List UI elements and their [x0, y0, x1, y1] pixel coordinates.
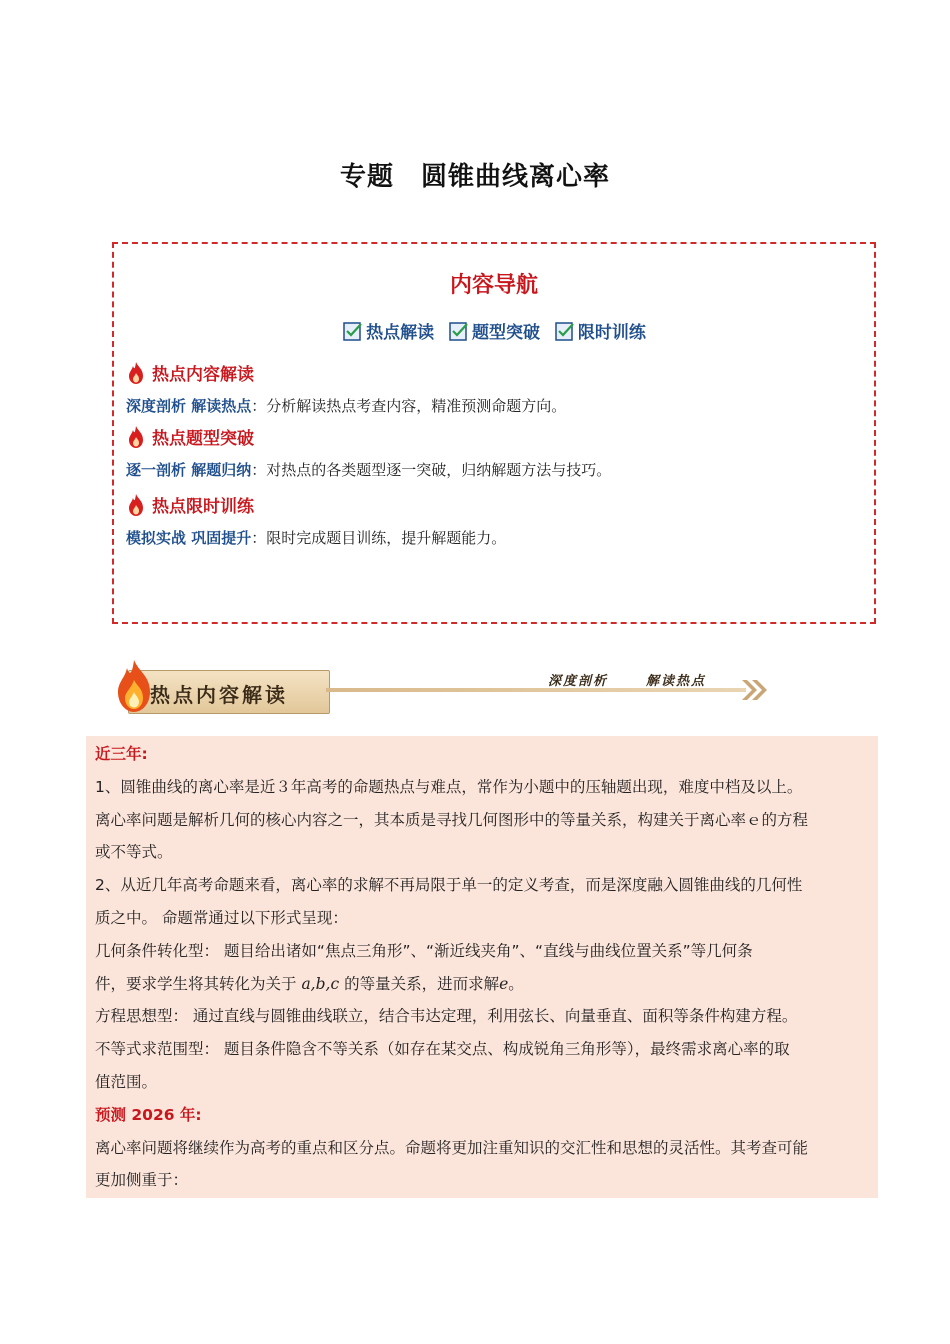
banner-subtitle-1: 深度剖析	[548, 674, 609, 689]
nav-link-types[interactable]	[448, 318, 540, 343]
section-label: 深度剖析 解读热点	[126, 397, 252, 415]
section-text: ：分析解读热点考查内容，精准预测命题方向。	[251, 397, 567, 415]
section-banner	[112, 652, 772, 718]
recent-years-heading: 近三年:	[95, 745, 148, 763]
nav-section-training	[126, 492, 506, 548]
flame-icon	[126, 361, 146, 385]
paragraph-line: 1、圆锥曲线的离心率是近３年高考的命题热点与难点，常作为小题中的压轴题出现，难度中档及以上。	[95, 777, 803, 796]
text-run: 的等量关系，进而求解	[339, 974, 500, 993]
paragraph-line: 不等式求范围型： 题目条件隐含不等关系（如存在某交点、构成锐角三角形等），最终需求离心率的取	[95, 1040, 790, 1059]
math-e: e	[499, 974, 509, 993]
section-label: 逐一剖析 解题归纳	[126, 461, 252, 479]
paragraph-line: 离心率问题将继续作为高考的重点和区分点。命题将更加注重知识的交汇性和思想的灵活性。其考查可能	[95, 1138, 809, 1157]
nav-link-label: 题型突破	[472, 323, 540, 343]
paragraph-line: 更加侧重于：	[95, 1171, 189, 1190]
text-run: 。	[508, 974, 524, 993]
section-text: ：限时完成题目训练，提升解题能力。	[251, 529, 507, 547]
section-heading: 热点限时训练	[152, 497, 254, 517]
checklist-icon	[448, 320, 470, 342]
paragraph-line: 2、从近几年高考命题来看，离心率的求解不再局限于单一的定义考查，而是深度融入圆锥曲线的几何性	[95, 876, 803, 895]
checklist-icon	[342, 320, 364, 342]
section-heading: 热点内容解读	[152, 365, 254, 385]
nav-section-hotspot	[126, 360, 566, 416]
paragraph-line: 或不等式。	[95, 843, 173, 862]
paragraph-line: 方程思想型： 通过直线与圆锥曲线联立，结合韦达定理，利用弦长、向量垂直、面积等条件构建方程。	[95, 1007, 798, 1026]
paragraph-line-math	[95, 968, 868, 1001]
section-label: 模拟实战 巩固提升	[126, 529, 252, 547]
paragraph-line: 几何条件转化型： 题目给出诸如“焦点三角形”、“渐近线夹角”、“直线与曲线位置关系”等几何条	[95, 941, 753, 960]
prediction-heading: 预测 2026 年:	[95, 1105, 202, 1124]
flame-icon	[114, 658, 154, 714]
nav-link-training[interactable]	[554, 318, 646, 343]
banner-subtitle-2: 解读热点	[646, 674, 707, 689]
flame-icon	[126, 493, 146, 517]
section-text: ：对热点的各类题型逐一突破，归纳解题方法与技巧。	[251, 461, 612, 479]
paragraph-line: 离心率问题是解析几何的核心内容之一，其本质是寻找几何图形中的等量关系，构建关于离心率ｅ的方程	[95, 810, 809, 829]
double-chevron-right-icon	[740, 678, 770, 702]
nav-links	[114, 318, 874, 347]
section-heading: 热点题型突破	[152, 429, 254, 449]
page-title: 专题 圆锥曲线离心率	[339, 162, 610, 192]
nav-link-label: 热点解读	[366, 323, 435, 343]
banner-title: 热点内容解读	[150, 683, 288, 707]
nav-title: 内容导航	[449, 273, 538, 298]
paragraph-line: 值范围。	[95, 1072, 158, 1091]
nav-section-types	[126, 424, 611, 480]
flame-icon	[126, 425, 146, 449]
paragraph-line: 质之中。 命题常通过以下形式呈现：	[95, 908, 348, 927]
content-navigation-box	[112, 242, 876, 624]
checklist-icon	[554, 320, 576, 342]
hotspot-content-panel	[86, 736, 878, 1198]
nav-link-label: 限时训练	[577, 323, 646, 343]
text-run: 件，要求学生将其转化为关于	[95, 974, 302, 993]
nav-link-hotspot[interactable]	[342, 318, 434, 343]
math-abc: a,b,c	[301, 974, 340, 993]
